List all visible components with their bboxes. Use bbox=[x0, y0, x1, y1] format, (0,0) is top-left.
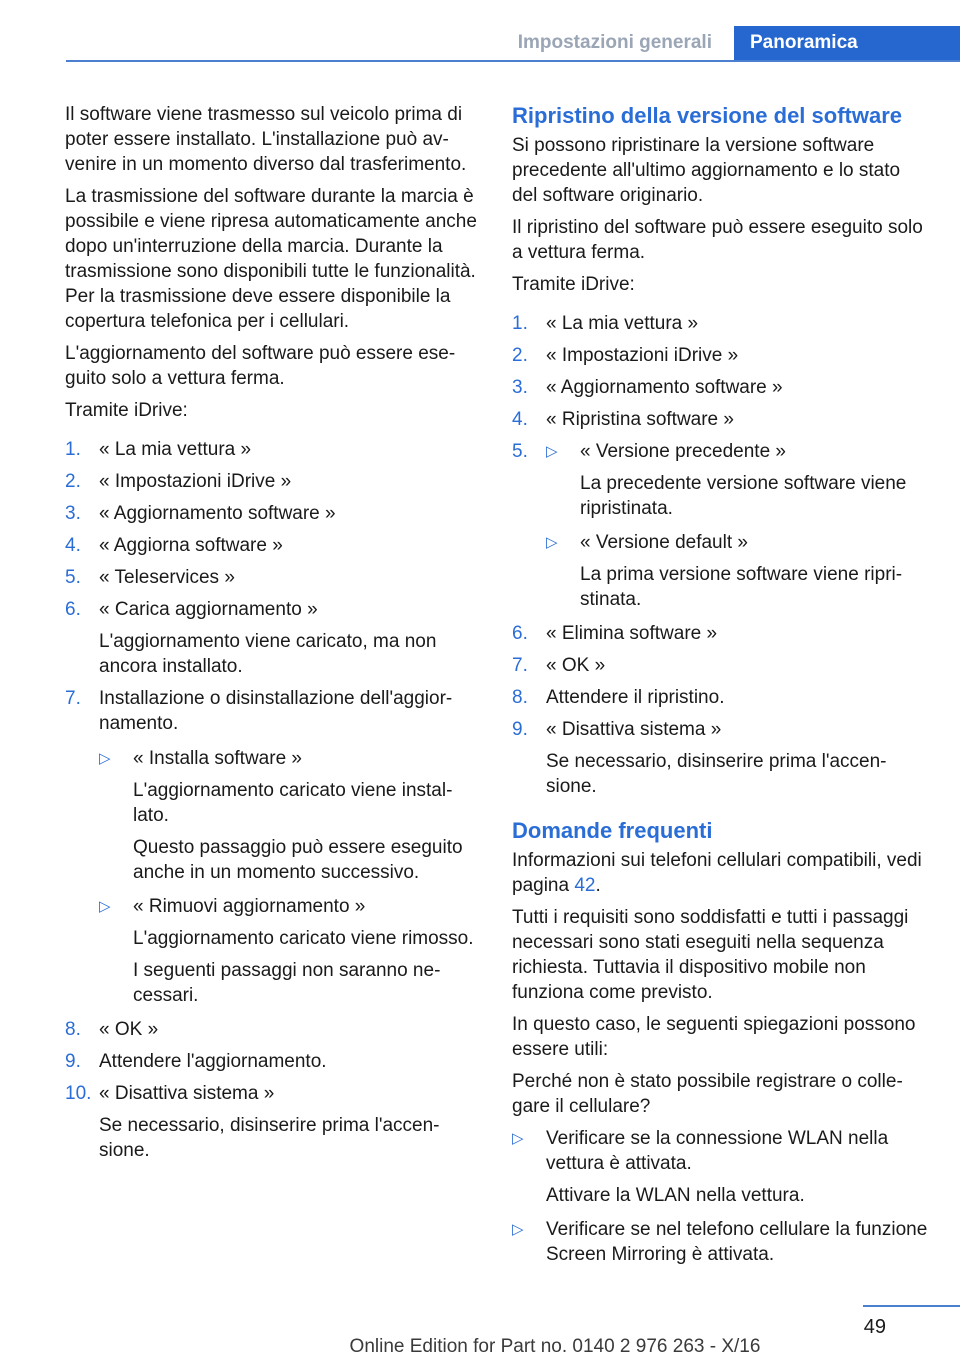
list-item bbox=[546, 530, 930, 612]
step-number: 7. bbox=[65, 688, 81, 709]
step-text: Attendere il ripristino. bbox=[546, 687, 725, 708]
list-item bbox=[65, 533, 479, 558]
footer-divider bbox=[863, 1305, 960, 1307]
step-text: « OK » bbox=[546, 655, 606, 676]
option-title: « Rimuovi aggiornamento » bbox=[133, 896, 366, 917]
step-text: « Disattiva sistema » bbox=[546, 719, 722, 740]
step-number: 9. bbox=[65, 1051, 81, 1072]
check-text: Verificare se nel telefono cellulare la funzione Screen Mirroring è attivata. bbox=[546, 1219, 928, 1265]
step-text: « Aggiornamento software » bbox=[99, 503, 336, 524]
step-number: 8. bbox=[65, 1019, 81, 1040]
step-number: 3. bbox=[512, 377, 528, 398]
triangle-bullet-icon bbox=[99, 894, 111, 919]
list-item bbox=[99, 894, 479, 1008]
list-item bbox=[512, 653, 930, 678]
left-paragraph-2: La trasmissione del software durante la marcia è possibile e viene ripresa automaticamente anche dopo un'interruzione della marcia. Durante la trasmissione sono disponibili tutte le funzionalità. Per la trasmissione deve essere disponibile la copertura telefonica per i cellulari. bbox=[65, 186, 477, 332]
edition-note: Online Edition for Part no. 0140 2 976 263 - X/16 bbox=[349, 1336, 761, 1357]
list-item bbox=[99, 746, 479, 885]
header-tab-active[interactable]: Panoramica bbox=[734, 26, 960, 62]
list-item bbox=[512, 1217, 930, 1267]
right-column bbox=[512, 102, 930, 1276]
step-number: 4. bbox=[65, 535, 81, 556]
header-section-title: Impostazioni generali bbox=[517, 32, 712, 53]
left-paragraph-3: L'aggiornamento del software può essere eseguito solo a vettura ferma. bbox=[65, 343, 456, 389]
step-detail: Se necessario, disinserire prima l'accensione. bbox=[99, 1115, 440, 1161]
list-item bbox=[512, 685, 930, 710]
step-number: 8. bbox=[512, 687, 528, 708]
triangle-bullet-icon bbox=[99, 746, 111, 771]
right-steps-list bbox=[512, 311, 930, 799]
list-item bbox=[546, 439, 930, 521]
step-number: 3. bbox=[65, 503, 81, 524]
right-paragraph-1: Si possono ripristinare la versione software precedente all'ultimo aggiornamento e lo stato del software originario. bbox=[512, 135, 901, 206]
step-detail: L'aggiornamento viene caricato, ma non ancora installato. bbox=[99, 631, 437, 677]
step-number: 6. bbox=[65, 599, 81, 620]
step-7-options bbox=[99, 746, 479, 1008]
option-title: « Versione precedente » bbox=[580, 441, 786, 462]
section-heading-restore: Ripristino della versione del software bbox=[512, 103, 902, 128]
step-text: « Aggiornamento software » bbox=[546, 377, 783, 398]
triangle-bullet-icon bbox=[512, 1217, 524, 1242]
step-text: « Carica aggiornamento » bbox=[99, 599, 318, 620]
list-item bbox=[65, 597, 479, 679]
list-item bbox=[65, 565, 479, 590]
check-detail: Attivare la WLAN nella vettura. bbox=[546, 1185, 805, 1206]
step-number: 4. bbox=[512, 409, 528, 430]
faq-paragraph-1 bbox=[512, 848, 930, 898]
triangle-bullet-icon bbox=[546, 439, 558, 464]
list-item bbox=[65, 1017, 479, 1042]
list-item bbox=[65, 1049, 479, 1074]
option-detail: I seguenti passaggi non saranno necessari. bbox=[133, 960, 441, 1006]
step-text: « Aggiorna software » bbox=[99, 535, 283, 556]
step-number: 2. bbox=[512, 345, 528, 366]
list-item bbox=[65, 437, 479, 462]
list-item bbox=[512, 343, 930, 368]
faq-text: Informazioni sui telefoni cellulari compatibili, vedi pagina bbox=[512, 850, 922, 896]
step-text: « Elimina software » bbox=[546, 623, 718, 644]
step-text: Attendere l'aggiornamento. bbox=[99, 1051, 327, 1072]
step-text: « OK » bbox=[99, 1019, 159, 1040]
faq-paragraph-2: Tutti i requisiti sono soddisfatti e tutti i passaggi necessari sono stati eseguiti nella sequenza richiesta. Tuttavia il dispositivo mobile non funziona come previsto. bbox=[512, 907, 909, 1003]
list-item bbox=[512, 621, 930, 646]
step-text: « La mia vettura » bbox=[546, 313, 699, 334]
list-item bbox=[65, 1081, 479, 1163]
right-paragraph-3: Tramite iDrive: bbox=[512, 274, 635, 295]
step-5-options bbox=[546, 439, 930, 612]
check-text: Verificare se la connessione WLAN nella vettura è attivata. bbox=[546, 1128, 889, 1174]
step-number: 1. bbox=[65, 439, 81, 460]
faq-checklist bbox=[512, 1126, 930, 1267]
header-divider bbox=[66, 60, 960, 62]
list-item bbox=[65, 686, 479, 1008]
list-item bbox=[512, 717, 930, 799]
step-text: « Teleservices » bbox=[99, 567, 235, 588]
triangle-bullet-icon bbox=[546, 530, 558, 555]
left-column bbox=[65, 102, 479, 1175]
left-steps-list bbox=[65, 437, 479, 1163]
list-item bbox=[512, 311, 930, 336]
section-heading-faq: Domande frequenti bbox=[512, 818, 713, 843]
page-number: 49 bbox=[863, 1316, 886, 1338]
option-detail: Questo passaggio può essere eseguito anche in un momento successivo. bbox=[133, 837, 463, 883]
triangle-bullet-icon bbox=[512, 1126, 524, 1151]
step-number: 7. bbox=[512, 655, 528, 676]
option-detail: La prima versione software viene ripristinata. bbox=[580, 564, 903, 610]
step-text: Installazione o disinstallazione dell'aggiornamento. bbox=[99, 688, 453, 734]
option-title: « Installa software » bbox=[133, 748, 302, 769]
step-number: 9. bbox=[512, 719, 528, 740]
list-item bbox=[512, 439, 930, 612]
step-number: 5. bbox=[65, 567, 81, 588]
step-detail: Se necessario, disinserire prima l'accensione. bbox=[546, 751, 887, 797]
faq-paragraph-4: Perché non è stato possibile registrare o collegare il cellulare? bbox=[512, 1071, 903, 1117]
step-number: 6. bbox=[512, 623, 528, 644]
option-detail: La precedente versione software viene ripristinata. bbox=[580, 473, 907, 519]
left-paragraph-4: Tramite iDrive: bbox=[65, 400, 188, 421]
option-detail: L'aggiornamento caricato viene rimosso. bbox=[133, 928, 474, 949]
page-header bbox=[66, 26, 960, 62]
list-item bbox=[65, 469, 479, 494]
step-number: 10. bbox=[65, 1083, 92, 1104]
step-text: « La mia vettura » bbox=[99, 439, 252, 460]
page-reference-link[interactable]: 42 bbox=[574, 875, 596, 896]
step-text: « Ripristina software » bbox=[546, 409, 734, 430]
step-text: « Impostazioni iDrive » bbox=[546, 345, 739, 366]
left-paragraph-1: Il software viene trasmesso sul veicolo prima di poter essere installato. L'installazione può avvenire in un momento diverso dal trasferimento. bbox=[65, 104, 467, 175]
step-number: 2. bbox=[65, 471, 81, 492]
list-item bbox=[512, 1126, 930, 1208]
option-detail: L'aggiornamento caricato viene installato. bbox=[133, 780, 453, 826]
list-item bbox=[512, 407, 930, 432]
faq-paragraph-3: In questo caso, le seguenti spiegazioni possono essere utili: bbox=[512, 1014, 916, 1060]
list-item bbox=[512, 375, 930, 400]
faq-text: . bbox=[595, 875, 601, 896]
right-paragraph-2: Il ripristino del software può essere eseguito solo a vettura ferma. bbox=[512, 217, 923, 263]
list-item bbox=[65, 501, 479, 526]
option-title: « Versione default » bbox=[580, 532, 748, 553]
step-text: « Disattiva sistema » bbox=[99, 1083, 275, 1104]
step-number: 5. bbox=[512, 441, 528, 462]
step-text: « Impostazioni iDrive » bbox=[99, 471, 292, 492]
step-number: 1. bbox=[512, 313, 528, 334]
